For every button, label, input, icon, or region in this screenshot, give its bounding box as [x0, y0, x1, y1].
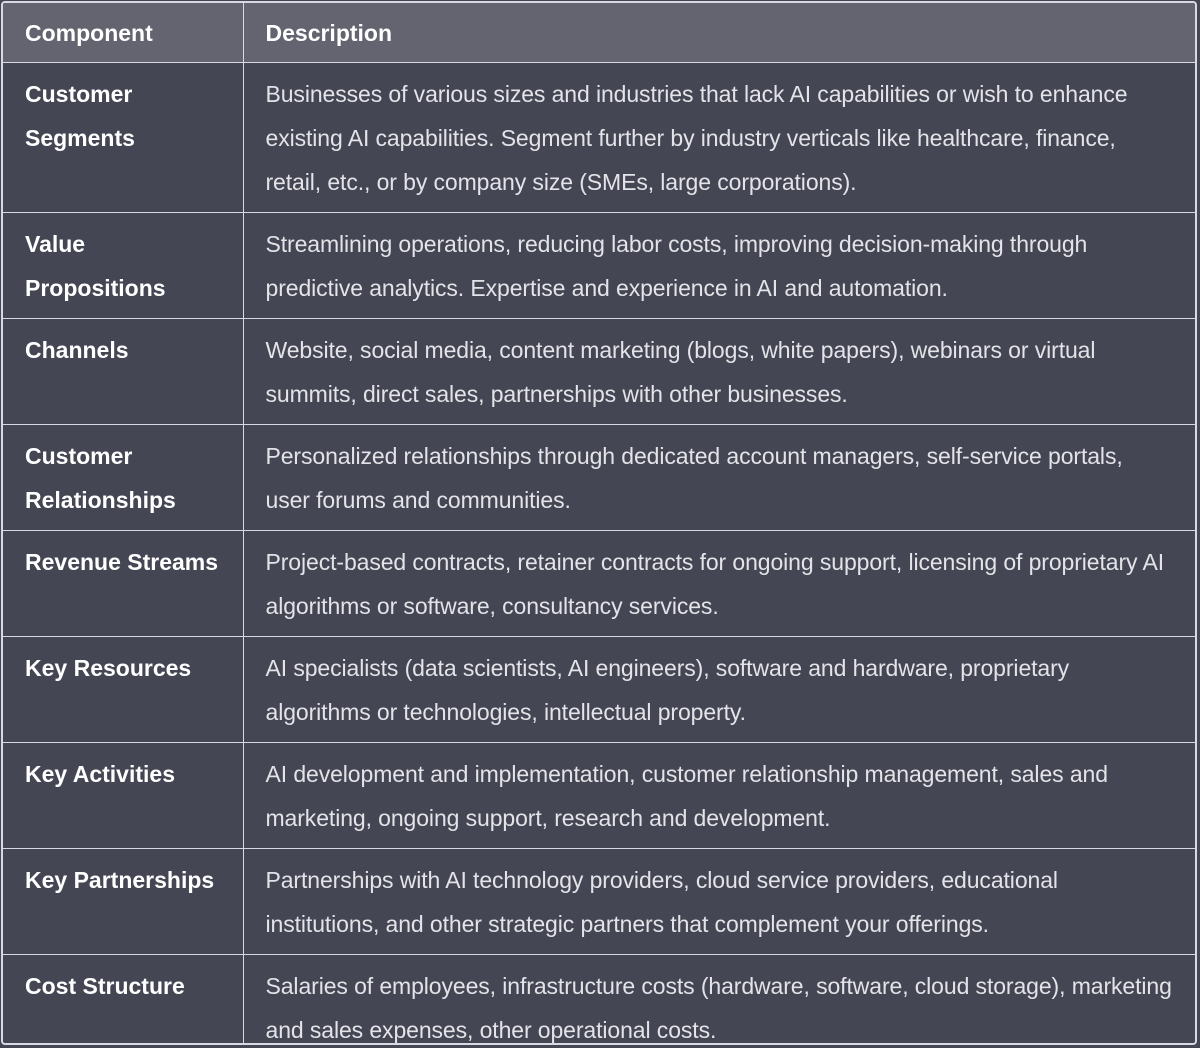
table-row	[3, 743, 1195, 849]
table-row	[3, 63, 1195, 213]
description-cell: Personalized relationships through dedicated account managers, self-service portals, user forums and communities.	[243, 425, 1195, 531]
business-model-table	[3, 3, 1195, 1045]
table-row	[3, 319, 1195, 425]
component-cell: Key Partnerships	[3, 849, 243, 955]
business-model-table-container	[1, 1, 1197, 1045]
component-cell: Channels	[3, 319, 243, 425]
table-header-row	[3, 3, 1195, 63]
component-cell: Revenue Streams	[3, 531, 243, 637]
table-row	[3, 213, 1195, 319]
table-row	[3, 637, 1195, 743]
description-cell: Project-based contracts, retainer contracts for ongoing support, licensing of proprietary AI algorithms or software, consultancy services.	[243, 531, 1195, 637]
component-cell: Key Activities	[3, 743, 243, 849]
table-row	[3, 531, 1195, 637]
table-row	[3, 849, 1195, 955]
description-cell: Salaries of employees, infrastructure costs (hardware, software, cloud storage), marketing and sales expenses, other operational costs.	[243, 955, 1195, 1046]
description-cell: Streamlining operations, reducing labor costs, improving decision-making through predictive analytics. Expertise and experience in AI and automation.	[243, 213, 1195, 319]
description-cell: Businesses of various sizes and industries that lack AI capabilities or wish to enhance existing AI capabilities. Segment further by industry verticals like healthcare, finance, retail, etc., or by company size (SMEs, large corporations).	[243, 63, 1195, 213]
component-cell: Customer Segments	[3, 63, 243, 213]
component-cell: Customer Relationships	[3, 425, 243, 531]
table-row	[3, 955, 1195, 1046]
component-cell: Value Propositions	[3, 213, 243, 319]
table-row	[3, 425, 1195, 531]
description-cell: Website, social media, content marketing (blogs, white papers), webinars or virtual summits, direct sales, partnerships with other businesses.	[243, 319, 1195, 425]
description-cell: AI specialists (data scientists, AI engineers), software and hardware, proprietary algorithms or technologies, intellectual property.	[243, 637, 1195, 743]
column-header-description: Description	[243, 3, 1195, 63]
description-cell: Partnerships with AI technology providers, cloud service providers, educational institutions, and other strategic partners that complement your offerings.	[243, 849, 1195, 955]
column-header-component: Component	[3, 3, 243, 63]
component-cell: Cost Structure	[3, 955, 243, 1046]
description-cell: AI development and implementation, customer relationship management, sales and marketing, ongoing support, research and development.	[243, 743, 1195, 849]
component-cell: Key Resources	[3, 637, 243, 743]
